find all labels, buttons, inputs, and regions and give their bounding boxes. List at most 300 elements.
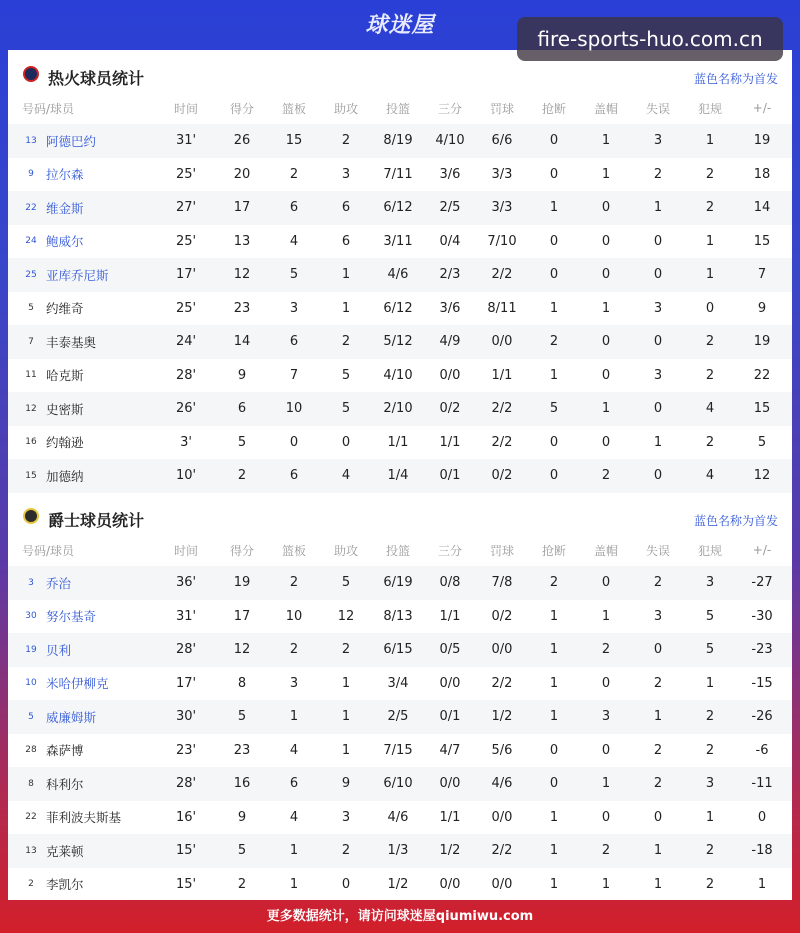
stat-tp: 2/3 (439, 267, 461, 283)
heat-starter-note: 蓝色名称为首发 (693, 72, 778, 86)
jazz-section-header (8, 496, 792, 536)
stat-tp: 0/0 (439, 675, 461, 691)
col-header-fg: 投篮 (385, 543, 410, 558)
stat-reb: 7 (289, 367, 299, 383)
stat-ast: 2 (341, 133, 351, 149)
player-row (8, 225, 792, 259)
stat-min: 23' (175, 742, 197, 758)
jersey-number: 19 (25, 644, 37, 655)
player-cell (8, 132, 156, 150)
stat-min: 25' (175, 300, 197, 316)
stat-reb: 6 (289, 200, 299, 216)
stat-pm: -11 (751, 776, 773, 792)
jersey-number: 8 (28, 778, 34, 789)
col-header-reb: 篮板 (281, 101, 306, 116)
jazz-logo-icon (23, 508, 39, 524)
stat-tp: 0/1 (439, 709, 461, 725)
col-header-reb: 篮板 (281, 543, 306, 558)
stat-min: 27' (175, 200, 197, 216)
stat-pm: -18 (751, 843, 773, 859)
stat-ft: 3/3 (491, 166, 513, 182)
stat-fg: 6/15 (383, 642, 413, 658)
stat-ast: 2 (341, 334, 351, 350)
player-name[interactable]: 努尔基奇 (46, 609, 97, 625)
player-cell (8, 741, 156, 759)
stat-pf: 2 (705, 709, 715, 725)
stat-pm: -30 (751, 608, 773, 624)
col-header-pts: 得分 (229, 543, 254, 558)
stat-reb: 10 (285, 608, 303, 624)
stat-min: 30' (175, 709, 197, 725)
stat-to: 2 (653, 742, 663, 758)
stat-ft: 0/0 (491, 642, 513, 658)
stat-to: 0 (653, 334, 663, 350)
stat-blk: 0 (601, 334, 611, 350)
stat-to: 2 (653, 675, 663, 691)
player-row (8, 767, 792, 801)
stat-ft: 1/2 (491, 709, 513, 725)
stat-ast: 1 (341, 742, 351, 758)
player-name[interactable]: 米哈伊柳克 (46, 676, 109, 692)
stat-min: 3' (180, 434, 192, 450)
stat-pm: 7 (757, 267, 767, 283)
jersey-number: 28 (25, 745, 37, 756)
stat-reb: 2 (289, 642, 299, 658)
stat-tp: 0/0 (439, 367, 461, 383)
player-cell (8, 400, 156, 418)
stat-fg: 8/13 (383, 608, 413, 624)
jersey-number: 3 (28, 577, 34, 588)
col-header-pf: 犯规 (697, 543, 722, 558)
stat-pm: 5 (757, 434, 767, 450)
col-header-stl: 抢断 (541, 101, 566, 116)
stat-pts: 20 (233, 166, 251, 182)
player-cell (8, 842, 156, 860)
stat-ft: 7/8 (491, 575, 513, 591)
stat-fg: 4/6 (387, 267, 409, 283)
stat-to: 0 (653, 642, 663, 658)
stat-reb: 1 (289, 843, 299, 859)
player-name[interactable]: 威廉姆斯 (46, 709, 97, 725)
jersey-number: 16 (25, 437, 37, 448)
stat-pts: 17 (233, 608, 251, 624)
stat-blk: 0 (601, 809, 611, 825)
player-row (8, 667, 792, 701)
stat-pts: 23 (233, 742, 251, 758)
stat-fg: 3/4 (387, 675, 409, 691)
stat-pts: 5 (237, 434, 247, 450)
player-cell (8, 366, 156, 384)
player-row (8, 359, 792, 393)
player-name: 科利尔 (46, 776, 84, 792)
stat-ft: 2/2 (491, 843, 513, 859)
stat-pf: 2 (705, 434, 715, 450)
stat-to: 3 (653, 300, 663, 316)
stat-pf: 2 (705, 200, 715, 216)
stat-reb: 2 (289, 166, 299, 182)
stat-blk: 0 (601, 233, 611, 249)
stat-stl: 1 (549, 608, 559, 624)
stat-ft: 0/0 (491, 334, 513, 350)
stat-ast: 5 (341, 367, 351, 383)
player-name[interactable]: 亚库乔尼斯 (46, 267, 109, 283)
stat-fg: 4/6 (387, 809, 409, 825)
jersey-number: 13 (25, 845, 37, 856)
col-header-min: 时间 (173, 101, 198, 116)
stat-blk: 3 (601, 709, 611, 725)
stat-pf: 2 (705, 843, 715, 859)
stat-pts: 16 (233, 776, 251, 792)
jersey-number: 24 (25, 236, 37, 247)
stat-ast: 2 (341, 843, 351, 859)
col-header-to: 失误 (645, 543, 670, 558)
heat-table-header (8, 93, 792, 123)
stat-blk: 0 (601, 367, 611, 383)
col-header-player: 号码/球员 (22, 101, 75, 116)
stat-fg: 7/15 (383, 742, 413, 758)
stat-pts: 12 (233, 267, 251, 283)
player-row (8, 834, 792, 868)
stat-to: 1 (653, 200, 663, 216)
stat-tp: 0/8 (439, 575, 461, 591)
jazz-table-header (8, 535, 792, 565)
stat-ast: 12 (337, 608, 355, 624)
player-row (8, 325, 792, 359)
stat-blk: 1 (601, 776, 611, 792)
player-cell (8, 607, 156, 625)
player-row (8, 426, 792, 460)
stat-tp: 4/9 (439, 334, 461, 350)
player-row (8, 868, 792, 902)
stat-tp: 0/0 (439, 776, 461, 792)
player-row (8, 292, 792, 326)
stat-to: 2 (653, 776, 663, 792)
stat-pts: 5 (237, 843, 247, 859)
stat-pf: 0 (705, 300, 715, 316)
player-name: 菲利波夫斯基 (46, 810, 122, 826)
stat-fg: 6/10 (383, 776, 413, 792)
stat-reb: 1 (289, 876, 299, 892)
stat-tp: 4/7 (439, 742, 461, 758)
stat-pm: 19 (753, 334, 771, 350)
stat-fg: 1/4 (387, 468, 409, 484)
jersey-number: 11 (25, 370, 37, 381)
stat-reb: 15 (285, 133, 303, 149)
stat-stl: 2 (549, 334, 559, 350)
stat-min: 31' (175, 133, 197, 149)
jazz-section-title: 爵士球员统计 (48, 511, 145, 530)
player-row (8, 158, 792, 192)
stats-card (8, 50, 792, 900)
player-name: 约翰逊 (46, 435, 84, 451)
jersey-number: 15 (25, 470, 37, 481)
jersey-number: 25 (25, 269, 37, 280)
player-name[interactable]: 鲍威尔 (46, 234, 84, 250)
stat-tp: 1/1 (439, 809, 461, 825)
stat-pf: 5 (705, 642, 715, 658)
player-name[interactable]: 阿德巴约 (46, 133, 97, 149)
stat-ast: 3 (341, 166, 351, 182)
footer-text: 更多数据统计，请访问球迷屋qiumiwu.com (266, 909, 534, 924)
player-row (8, 600, 792, 634)
stat-reb: 5 (289, 267, 299, 283)
brand-logo: 球迷屋 (365, 13, 435, 38)
player-row (8, 801, 792, 835)
stat-pm: -26 (751, 709, 773, 725)
stat-pm: -15 (751, 675, 773, 691)
stat-to: 3 (653, 367, 663, 383)
col-header-ft: 罚球 (489, 543, 514, 558)
stat-pm: -6 (755, 742, 769, 758)
stat-pts: 23 (233, 300, 251, 316)
stat-blk: 1 (601, 300, 611, 316)
stat-min: 15' (175, 843, 197, 859)
col-header-min: 时间 (173, 543, 198, 558)
player-name: 约维奇 (46, 301, 84, 317)
stat-fg: 2/10 (383, 401, 413, 417)
stat-ast: 9 (341, 776, 351, 792)
player-name[interactable]: 维金斯 (46, 200, 84, 216)
stat-to: 0 (653, 401, 663, 417)
stat-pf: 1 (705, 133, 715, 149)
stat-ast: 6 (341, 200, 351, 216)
stat-blk: 2 (601, 468, 611, 484)
jersey-number: 5 (28, 711, 34, 722)
stat-to: 0 (653, 267, 663, 283)
stat-blk: 1 (601, 166, 611, 182)
stat-min: 15' (175, 876, 197, 892)
stat-pf: 4 (705, 468, 715, 484)
stat-fg: 4/10 (383, 367, 413, 383)
stat-ft: 4/6 (491, 776, 513, 792)
stat-pts: 17 (233, 200, 251, 216)
stat-reb: 4 (289, 809, 299, 825)
stat-to: 0 (653, 809, 663, 825)
stat-reb: 6 (289, 468, 299, 484)
stat-pts: 12 (233, 642, 251, 658)
player-name: 加德纳 (46, 468, 84, 484)
stat-pm: 9 (757, 300, 767, 316)
player-cell (8, 875, 156, 893)
player-name[interactable]: 拉尔森 (46, 167, 84, 183)
stat-pm: 22 (753, 367, 771, 383)
col-header-player: 号码/球员 (22, 543, 75, 558)
stat-ft: 0/2 (491, 608, 513, 624)
stat-ast: 1 (341, 675, 351, 691)
stat-pm: 14 (753, 200, 771, 216)
player-cell (8, 333, 156, 351)
player-cell (8, 433, 156, 451)
jersey-number: 30 (25, 611, 37, 622)
jersey-number: 13 (25, 135, 37, 146)
stat-fg: 6/12 (383, 200, 413, 216)
stat-pts: 13 (233, 233, 251, 249)
stat-ast: 0 (341, 876, 351, 892)
stat-ft: 5/6 (491, 742, 513, 758)
stat-stl: 0 (549, 133, 559, 149)
stat-ft: 2/2 (491, 675, 513, 691)
stat-tp: 0/4 (439, 233, 461, 249)
stat-stl: 5 (549, 401, 559, 417)
stat-pf: 3 (705, 776, 715, 792)
stat-stl: 0 (549, 233, 559, 249)
stat-pts: 2 (237, 468, 247, 484)
stat-pf: 2 (705, 334, 715, 350)
heat-section-title: 热火球员统计 (48, 69, 145, 88)
player-cell (8, 708, 156, 726)
stat-min: 28' (175, 776, 197, 792)
stat-tp: 1/1 (439, 434, 461, 450)
stat-reb: 1 (289, 709, 299, 725)
stat-min: 26' (175, 401, 197, 417)
stat-pm: 0 (757, 809, 767, 825)
stat-reb: 6 (289, 334, 299, 350)
player-cell (8, 299, 156, 317)
stat-pts: 19 (233, 575, 251, 591)
stat-min: 10' (175, 468, 197, 484)
stat-pf: 2 (705, 876, 715, 892)
stat-pf: 2 (705, 166, 715, 182)
stat-pts: 8 (237, 675, 247, 691)
player-cell (8, 199, 156, 217)
col-header-ast: 助攻 (333, 101, 358, 116)
stat-stl: 0 (549, 434, 559, 450)
stat-fg: 7/11 (383, 166, 413, 182)
stat-to: 1 (653, 843, 663, 859)
stat-blk: 1 (601, 876, 611, 892)
player-name[interactable]: 贝利 (46, 642, 72, 658)
player-row (8, 459, 792, 493)
stat-blk: 0 (601, 200, 611, 216)
jazz-starter-note: 蓝色名称为首发 (693, 514, 778, 528)
player-name[interactable]: 乔治 (46, 575, 72, 591)
stat-stl: 1 (549, 642, 559, 658)
stat-ast: 5 (341, 575, 351, 591)
stat-ast: 3 (341, 809, 351, 825)
col-header-ast: 助攻 (333, 543, 358, 558)
stat-to: 2 (653, 166, 663, 182)
stat-ft: 0/2 (491, 468, 513, 484)
stat-blk: 0 (601, 742, 611, 758)
player-row (8, 191, 792, 225)
player-cell (8, 641, 156, 659)
stat-tp: 2/5 (439, 200, 461, 216)
player-row (8, 700, 792, 734)
player-row (8, 392, 792, 426)
player-row (8, 258, 792, 292)
stat-reb: 3 (289, 675, 299, 691)
stat-pts: 26 (233, 133, 251, 149)
stat-ft: 2/2 (491, 267, 513, 283)
stat-stl: 1 (549, 200, 559, 216)
stat-pf: 5 (705, 608, 715, 624)
stat-stl: 1 (549, 709, 559, 725)
stat-stl: 0 (549, 776, 559, 792)
stat-pts: 9 (237, 809, 247, 825)
stat-fg: 6/12 (383, 300, 413, 316)
stat-fg: 1/2 (387, 876, 409, 892)
col-header-ft: 罚球 (489, 101, 514, 116)
jersey-number: 2 (28, 879, 34, 890)
stat-min: 17' (175, 267, 197, 283)
stat-pts: 6 (237, 401, 247, 417)
stat-ast: 1 (341, 267, 351, 283)
stat-blk: 1 (601, 401, 611, 417)
player-name: 克莱顿 (46, 843, 84, 859)
stat-pm: 15 (753, 233, 771, 249)
stat-stl: 0 (549, 468, 559, 484)
stat-fg: 5/12 (383, 334, 413, 350)
stat-pm: -27 (751, 575, 773, 591)
stat-ft: 0/0 (491, 876, 513, 892)
player-name: 丰泰基奥 (46, 334, 97, 350)
stat-tp: 0/5 (439, 642, 461, 658)
stat-pts: 5 (237, 709, 247, 725)
stat-ft: 2/2 (491, 401, 513, 417)
stat-ft: 2/2 (491, 434, 513, 450)
stat-ft: 6/6 (491, 133, 513, 149)
stat-ft: 3/3 (491, 200, 513, 216)
stat-pts: 2 (237, 876, 247, 892)
jersey-number: 22 (25, 812, 37, 823)
stat-tp: 3/6 (439, 300, 461, 316)
col-header-blk: 盖帽 (593, 543, 618, 558)
player-row (8, 633, 792, 667)
stat-pf: 1 (705, 675, 715, 691)
stat-reb: 3 (289, 300, 299, 316)
col-header-pf: 犯规 (697, 101, 722, 116)
stat-reb: 0 (289, 434, 299, 450)
stat-reb: 6 (289, 776, 299, 792)
stat-pf: 1 (705, 267, 715, 283)
stat-tp: 0/2 (439, 401, 461, 417)
player-cell (8, 165, 156, 183)
stat-pm: -23 (751, 642, 773, 658)
stat-min: 28' (175, 642, 197, 658)
stat-fg: 3/11 (383, 233, 413, 249)
stat-pm: 15 (753, 401, 771, 417)
stat-ast: 5 (341, 401, 351, 417)
jersey-number: 22 (25, 202, 37, 213)
stat-tp: 4/10 (435, 133, 465, 149)
stat-to: 3 (653, 608, 663, 624)
stat-min: 25' (175, 233, 197, 249)
player-cell (8, 674, 156, 692)
stat-to: 0 (653, 468, 663, 484)
stat-stl: 2 (549, 575, 559, 591)
col-header-tp: 三分 (437, 101, 462, 116)
stat-pf: 4 (705, 401, 715, 417)
stat-to: 0 (653, 233, 663, 249)
stat-blk: 1 (601, 608, 611, 624)
stat-ast: 4 (341, 468, 351, 484)
stat-to: 1 (653, 709, 663, 725)
stat-blk: 1 (601, 133, 611, 149)
stat-ast: 1 (341, 300, 351, 316)
jersey-number: 5 (28, 303, 34, 314)
stat-ast: 6 (341, 233, 351, 249)
player-row (8, 124, 792, 158)
jersey-number: 10 (25, 678, 37, 689)
stat-pm: 1 (757, 876, 767, 892)
stat-min: 24' (175, 334, 197, 350)
stat-ast: 0 (341, 434, 351, 450)
stat-reb: 2 (289, 575, 299, 591)
stat-stl: 1 (549, 843, 559, 859)
col-header-to: 失误 (645, 101, 670, 116)
stat-stl: 0 (549, 267, 559, 283)
player-cell (8, 574, 156, 592)
